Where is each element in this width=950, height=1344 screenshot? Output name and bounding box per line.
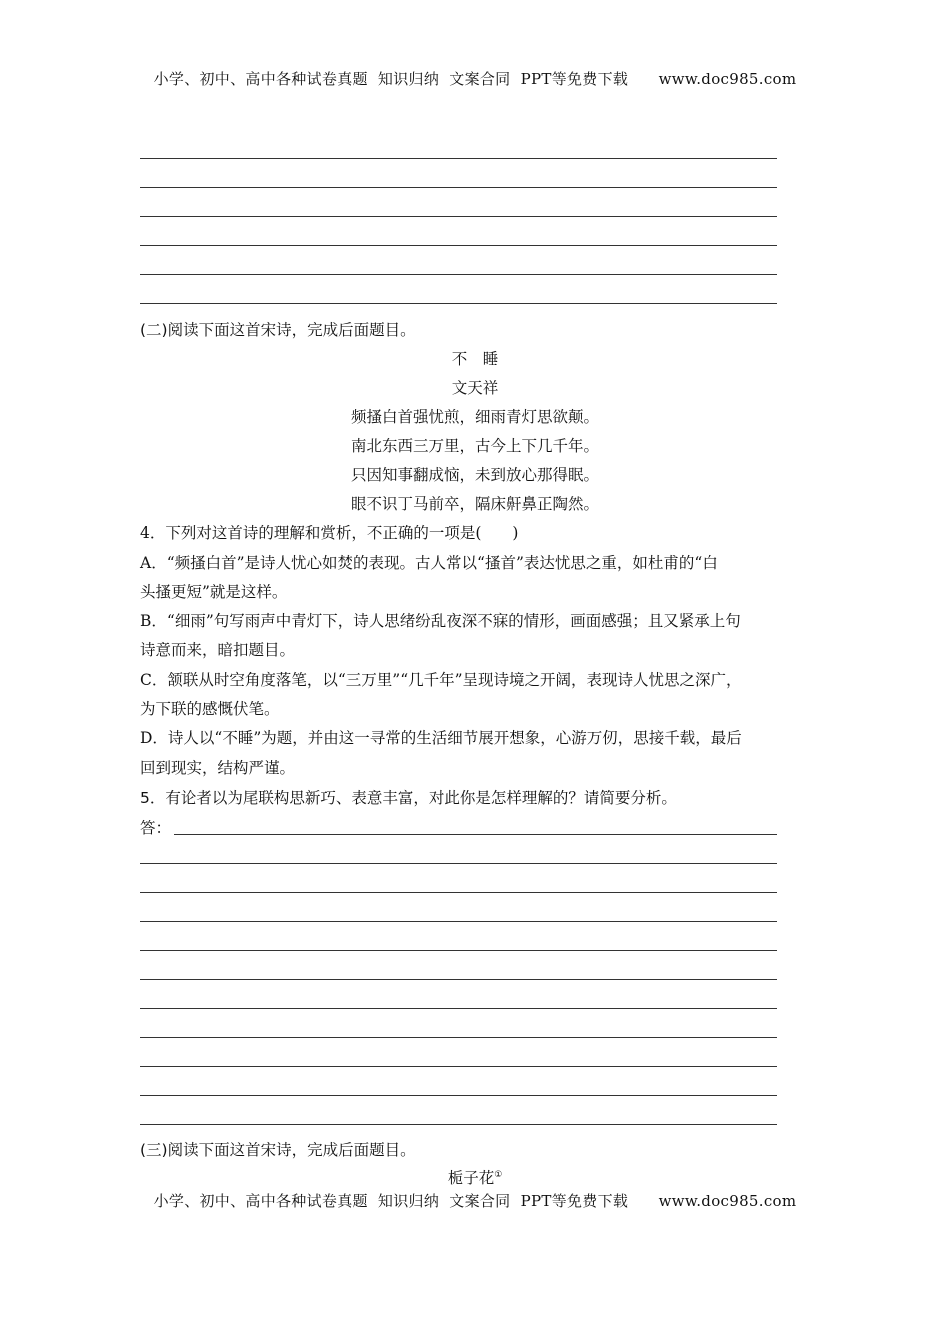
answer-line[interactable] — [140, 1008, 777, 1009]
answer-line[interactable] — [140, 863, 777, 864]
answer-field[interactable] — [140, 816, 777, 838]
poem-title: 不 睡 — [451, 350, 499, 368]
option-a: A．“频搔白首”是诗人忧心如焚的表现。古人常以“搔首”表达忧思之重，如杜甫的“白 — [140, 554, 718, 572]
poem-line: 频搔白首强忧煎，细雨青灯思欲颠。 — [350, 408, 599, 426]
section-heading: (三)阅读下面这首宋诗，完成后面题目。 — [140, 1141, 416, 1159]
question-4-stem: 4．下列对这首诗的理解和赏析，不正确的一项是( ) — [140, 524, 519, 542]
answer-line[interactable] — [140, 950, 777, 951]
page-footer: 小学、初中、高中各种试卷真题 知识归纳 文案合同 PPT等免费下载 www.doc985.com — [153, 1192, 797, 1210]
poem-author: 文天祥 — [451, 379, 499, 397]
poem-line: 只因知事翻成恼，未到放心那得眠。 — [350, 466, 599, 484]
answer-line[interactable] — [140, 1066, 777, 1067]
answer-line[interactable] — [140, 1095, 777, 1096]
option-d-cont: 回到现实，结构严谨。 — [140, 759, 296, 777]
blank-answer-line — [140, 187, 777, 188]
option-b-cont: 诗意而来，暗扣题目。 — [140, 641, 296, 659]
answer-line[interactable] — [140, 1124, 777, 1125]
answer-line[interactable] — [140, 979, 777, 980]
option-a-cont: 头搔更短”就是这样。 — [140, 583, 288, 601]
option-c: C．颔联从时空角度落笔，以“三万里”“几千年”呈现诗境之开阔，表现诗人忧思之深广， — [140, 671, 742, 689]
answer-line — [174, 834, 777, 835]
option-c-cont: 为下联的感慨伏笔。 — [140, 700, 280, 718]
blank-answer-line — [140, 274, 777, 275]
answer-line[interactable] — [140, 1037, 777, 1038]
poem-line: 南北东西三万里，古今上下几千年。 — [350, 437, 599, 455]
poem-line: 眼不识丁马前卒，隔床鼾鼻正陶然。 — [350, 495, 599, 513]
section-heading: (二)阅读下面这首宋诗，完成后面题目。 — [140, 321, 416, 339]
poem-title — [0, 1166, 950, 1188]
poem-title-text: 栀子花 — [447, 1169, 495, 1187]
blank-answer-line — [140, 158, 777, 159]
answer-line[interactable] — [140, 892, 777, 893]
blank-answer-line — [140, 245, 777, 246]
blank-answer-line — [140, 216, 777, 217]
answer-line[interactable] — [140, 921, 777, 922]
footnote-mark: ① — [494, 1169, 503, 1180]
blank-answer-line — [140, 303, 777, 304]
option-d: D．诗人以“不睡”为题，并由这一寻常的生活细节展开想象，心游万仞，思接千载，最后 — [140, 729, 742, 747]
question-5-stem: 5．有论者以为尾联构思新巧、表意丰富，对此你是怎样理解的？请简要分析。 — [140, 789, 677, 807]
answer-label: 答： — [140, 819, 172, 837]
page-header: 小学、初中、高中各种试卷真题 知识归纳 文案合同 PPT等免费下载 www.doc985.com — [153, 70, 797, 88]
option-b: B．“细雨”句写雨声中青灯下，诗人思绪纷乱夜深不寐的情形，画面感强；且又紧承上句 — [140, 612, 741, 630]
